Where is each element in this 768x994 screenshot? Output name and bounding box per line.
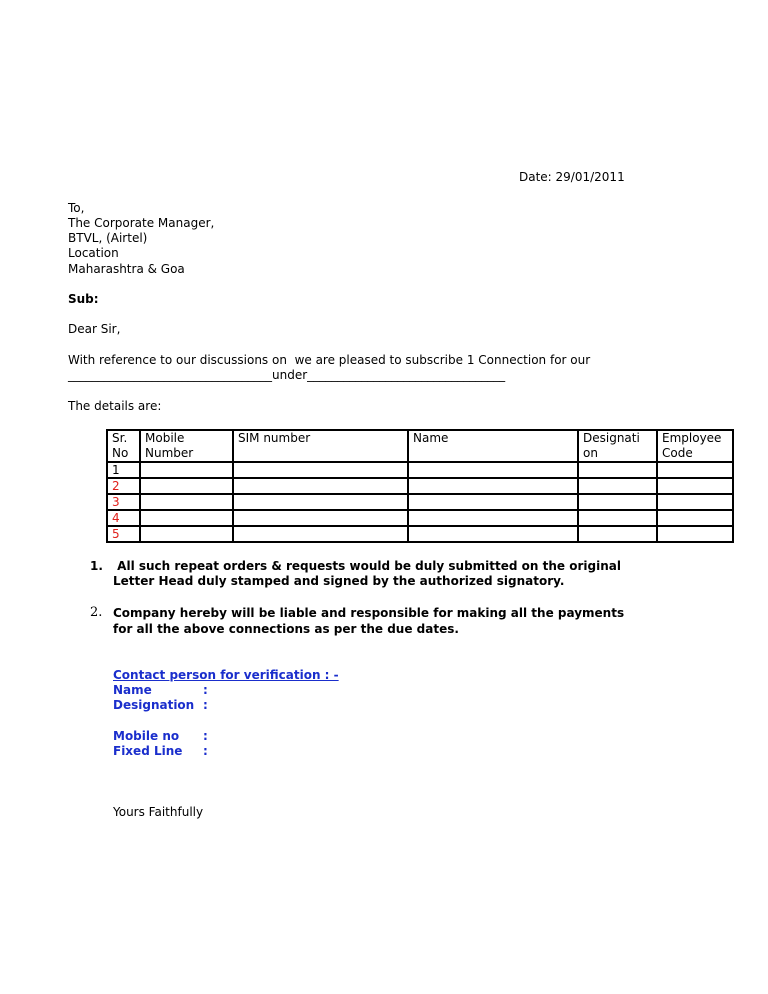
body-paragraph-blank-line: __________________________________under_________________________________ (68, 368, 506, 382)
contact-heading: Contact person for verification : - (113, 668, 339, 682)
table-row (107, 494, 733, 510)
row-number: 2 (107, 478, 140, 494)
header-employee-code: Employee Code (657, 430, 733, 462)
table-row (107, 478, 733, 494)
salutation: Dear Sir, (68, 322, 121, 336)
row-number: 3 (107, 494, 140, 510)
connection-details-table (106, 429, 734, 543)
point-text-line: Company hereby will be liable and responsible for making all the payments (113, 606, 625, 620)
point-number: 2. (90, 605, 103, 620)
address-line: Location (68, 246, 119, 260)
header-mobile-number: Mobile Number (140, 430, 233, 462)
contact-fixed-line-label: Fixed Line (113, 744, 183, 758)
contact-designation-label: Designation (113, 698, 195, 712)
subject-label: Sub: (68, 292, 99, 306)
header-sim-number: SIM number (233, 430, 408, 462)
header-sr-no: Sr. No (107, 430, 140, 462)
contact-colon: : (203, 744, 208, 758)
table-header-row (107, 430, 733, 462)
address-line: Maharashtra & Goa (68, 262, 185, 276)
details-intro: The details are: (68, 399, 162, 413)
table-row (107, 510, 733, 526)
address-line: To, (68, 201, 85, 215)
address-line: BTVL, (Airtel) (68, 231, 148, 245)
contact-colon: : (203, 698, 208, 712)
table-row (107, 462, 733, 478)
closing: Yours Faithfully (113, 805, 204, 819)
row-number: 5 (107, 526, 140, 542)
body-paragraph-line: With reference to our discussions on we are pleased to subscribe 1 Connection for our (68, 353, 591, 367)
contact-colon: : (203, 729, 208, 743)
contact-colon: : (203, 683, 208, 697)
contact-name-label: Name (113, 683, 152, 697)
contact-mobile-label: Mobile no (113, 729, 180, 743)
row-number: 1 (107, 462, 140, 478)
point-text-line: Letter Head duly stamped and signed by the authorized signatory. (113, 574, 565, 588)
header-name: Name (408, 430, 578, 462)
table-row (107, 526, 733, 542)
letter-date: Date: 29/01/2011 (519, 170, 625, 184)
point-number: 1. (90, 559, 103, 573)
point-text-line: All such repeat orders & requests would be duly submitted on the original (113, 559, 621, 573)
header-designation: Designati on (578, 430, 657, 462)
address-line: The Corporate Manager, (68, 216, 215, 230)
row-number: 4 (107, 510, 140, 526)
point-text-line: for all the above connections as per the due dates. (113, 622, 459, 636)
